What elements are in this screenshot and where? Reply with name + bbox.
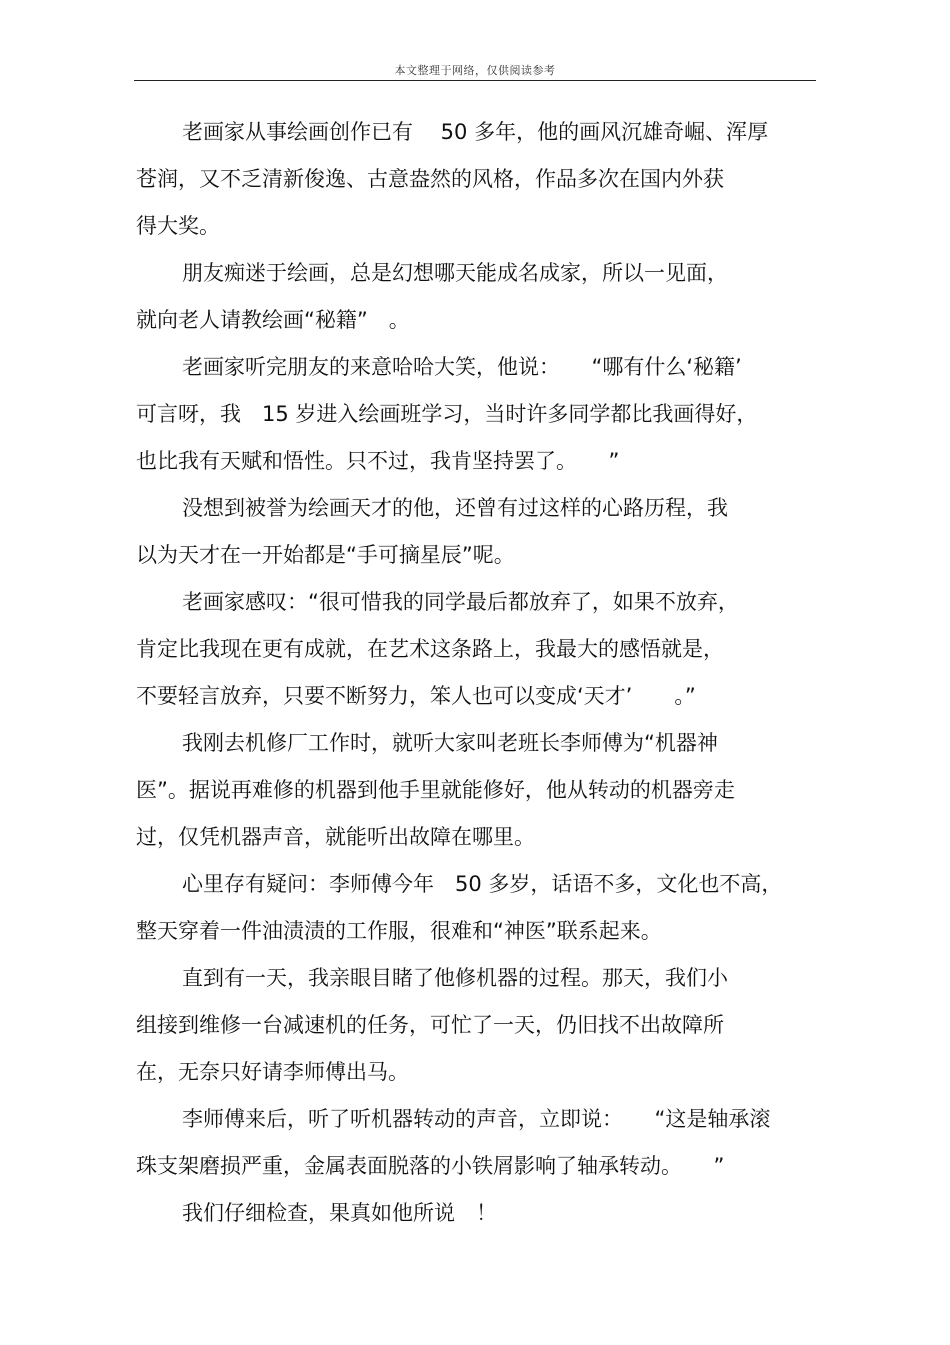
text-line: 朋友痴迷于绘画，总是幻想哪天能成名成家，所以一见面， — [182, 261, 728, 285]
text-line: 肯定比我现在更有成就，在艺术这条路上，我最大的感悟就是， — [136, 637, 724, 661]
article-body — [136, 114, 816, 1242]
text-line: 也比我有天赋和悟性。只不过，我肯坚持罢了。 ” — [136, 449, 620, 473]
text-line: 过，仅凭机器声音，就能听出故障在哪里。 — [136, 825, 535, 849]
text-line: 直到有一天，我亲眼目睹了他修机器的过程。那天，我们小 — [182, 966, 728, 990]
text-line: 医”。据说再难修的机器到他手里就能修好，他从转动的机器旁走 — [136, 778, 735, 802]
text-line: 李师傅来后，听了听机器转动的声音，立即说： “这是轴承滚 — [182, 1107, 771, 1131]
text-line: 就向老人请教绘画“秘籍” 。 — [136, 308, 410, 332]
text-line: 得大奖。 — [136, 214, 220, 238]
text-line: 在，无奈只好请李师傅出马。 — [136, 1060, 409, 1084]
text-line: 心里存有疑问：李师傅今年 50 多岁，话语不多，文化也不高， — [182, 872, 783, 896]
page-header-note: 本文整理于网络，仅供阅读参考 — [394, 64, 556, 77]
header-divider — [134, 80, 816, 81]
text-line: 整天穿着一件油渍渍的工作服，很难和“神医”联系起来。 — [136, 919, 662, 943]
text-line: 不要轻言放弃，只要不断努力，笨人也可以变成‘天才’ 。” — [136, 684, 696, 708]
text-line: 老画家听完朋友的来意哈哈大笑，他说： “哪有什么‘秘籍’ — [182, 355, 742, 379]
text-line: 我刚去机修厂工作时，就听大家叫老班长李师傅为“机器神 — [182, 731, 718, 755]
text-line: 苍润，又不乏清新俊逸、古意盎然的风格，作品多次在国内外获 — [136, 167, 724, 191]
text-line: 老画家从事绘画创作已有 50 多年，他的画风沉雄奇崛、浑厚 — [182, 120, 769, 144]
text-line: 老画家感叹：“很可惜我的同学最后都放弃了，如果不放弃， — [182, 590, 739, 614]
text-line: 没想到被誉为绘画天才的他，还曾有过这样的心路历程，我 — [182, 496, 728, 520]
text-line: 我们仔细检查，果真如他所说 ！ — [182, 1201, 497, 1225]
text-line: 珠支架磨损严重，金属表面脱落的小铁屑影响了轴承转动。 ” — [136, 1154, 725, 1178]
text-line: 以为天才在一开始都是“手可摘星辰”呢。 — [136, 543, 515, 567]
text-line: 可言呀，我 15 岁进入绘画班学习，当时许多同学都比我画得好， — [136, 402, 758, 426]
text-line: 组接到维修一台减速机的任务，可忙了一天，仍旧找不出故障所 — [136, 1013, 724, 1037]
